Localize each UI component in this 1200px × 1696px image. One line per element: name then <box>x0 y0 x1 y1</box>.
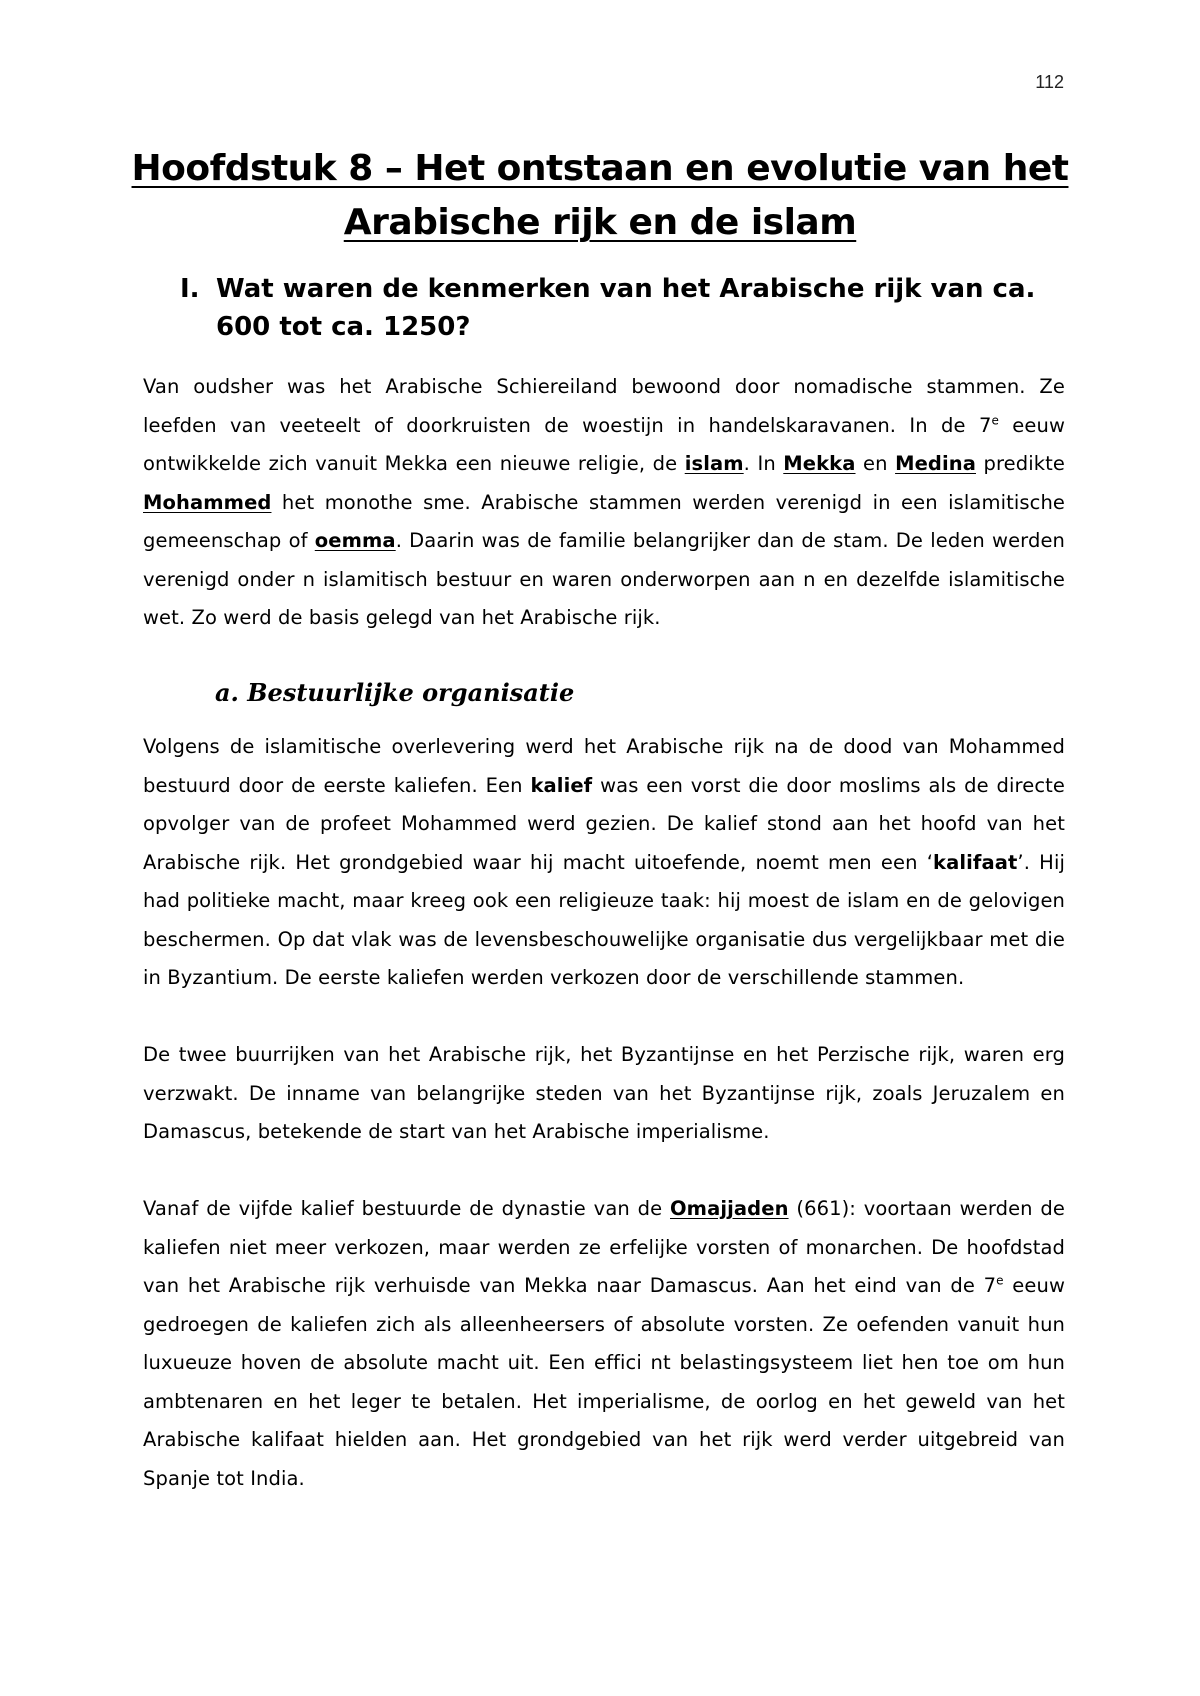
text: Van oudsher was het Arabische Schiereiland bewoond door nomadische stammen. Ze leefden van veeteelt of doorkruisten de woestijn in handelskaravanen. In de 7 <box>143 375 1065 437</box>
term-kalief: kalief <box>530 773 593 797</box>
page-number: 112 <box>1035 72 1064 92</box>
section-title: Wat waren de kenmerken van het Arabische rijk van ca. 600 tot ca. 1250? <box>216 274 1036 342</box>
chapter-title-line-2: Arabische rijk en de islam <box>343 202 857 243</box>
text: Vanaf de vijfde kalief bestuurde de dynastie van de <box>143 1197 670 1220</box>
paragraph-intro <box>143 368 1065 638</box>
paragraph-omajjaden <box>143 1190 1065 1498</box>
term-medina: Medina <box>895 452 976 475</box>
paragraph-kaliefen <box>143 728 1065 998</box>
paragraph-buurrijken <box>143 1036 1065 1152</box>
chapter-title-line-1: Hoofdstuk 8 – Het ontstaan en evolutie van het <box>131 148 1069 189</box>
text: het monothe sme. Arabische stammen werden verenigd in een islamitische gemeenschap of <box>143 490 1065 552</box>
section-number: I. <box>180 274 200 304</box>
text: . In <box>743 452 784 475</box>
term-mekka: Mekka <box>783 452 856 475</box>
text: (661): voortaan werden de kaliefen niet meer verkozen, maar werden ze erfelijke vorsten of monarchen. De hoofdstad van het Arabische rijk verhuisde van Mekka naar Damascus. Aan het eind van de 7 <box>143 1197 1066 1297</box>
text: eeuw ontwikkelde zich vanuit Mekka een nieuwe religie, de <box>143 413 1066 475</box>
term-islam: islam <box>684 452 744 475</box>
text: eeuw gedroegen de kaliefen zich als alleenheersers of absolute vorsten. Ze oefenden vanuit hun luxueuze hoven de absolute macht uit. Een effici nt belastingsysteem liet hen toe om hun ambtenaren en het leger te betalen. Het imperialisme, de oorlog en het geweld van het Arabische kalifaat hielden aan. Het grondgebied van het rijk werd verder uitgebreid van Spanje tot India. <box>143 1274 1066 1490</box>
superscript: e <box>996 1273 1004 1288</box>
text: . Daarin was de familie belangrijker dan de stam. De leden werden verenigd onder n islamitisch bestuur en waren onderworpen aan n en dezelfde islamitische wet. Zo werd de basis gelegd van het Arabische rijk. <box>143 529 1065 629</box>
text: predikte <box>976 452 1065 475</box>
term-kalifaat: kalifaat <box>933 850 1018 874</box>
text: ’. Hij had politieke macht, maar kreeg ook een religieuze taak: hij moest de islam en de gelovigen beschermen. Op dat vlak was de levensbeschouwelijke organisatie dus vergelijkbaar met die in Byzantium. De eerste kaliefen werden verkozen door de verschillende stammen. <box>143 850 1065 989</box>
chapter-title <box>130 142 1070 250</box>
term-mohammed: Mohammed <box>143 490 272 514</box>
subsection-heading: a. Bestuurlijke organisatie <box>215 678 575 707</box>
text: en <box>855 452 896 475</box>
superscript: e <box>991 413 999 427</box>
term-omajjaden: Omajjaden <box>670 1197 789 1220</box>
text: was een vorst die door moslims als de directe opvolger van de profeet Mohammed werd gezien. De kalief stond aan het hoofd van het Arabische rijk. Het grondgebied waar hij macht uitoefende, noemt men een ‘ <box>143 773 1065 874</box>
section-heading <box>180 270 1060 346</box>
text: Volgens de islamitische overlevering werd het Arabische rijk na de dood van Mohammed bestuurd door de eerste kaliefen. Een <box>143 735 1065 797</box>
text: De twee buurrijken van het Arabische rijk, het Byzantijnse en het Perzische rijk, waren erg verzwakt. De inname van belangrijke steden van het Byzantijnse rijk, zoals Jeruzalem en Damascus, betekende de start van het Arabische imperialisme. <box>143 1043 1065 1143</box>
term-oemma: oemma <box>314 529 396 552</box>
